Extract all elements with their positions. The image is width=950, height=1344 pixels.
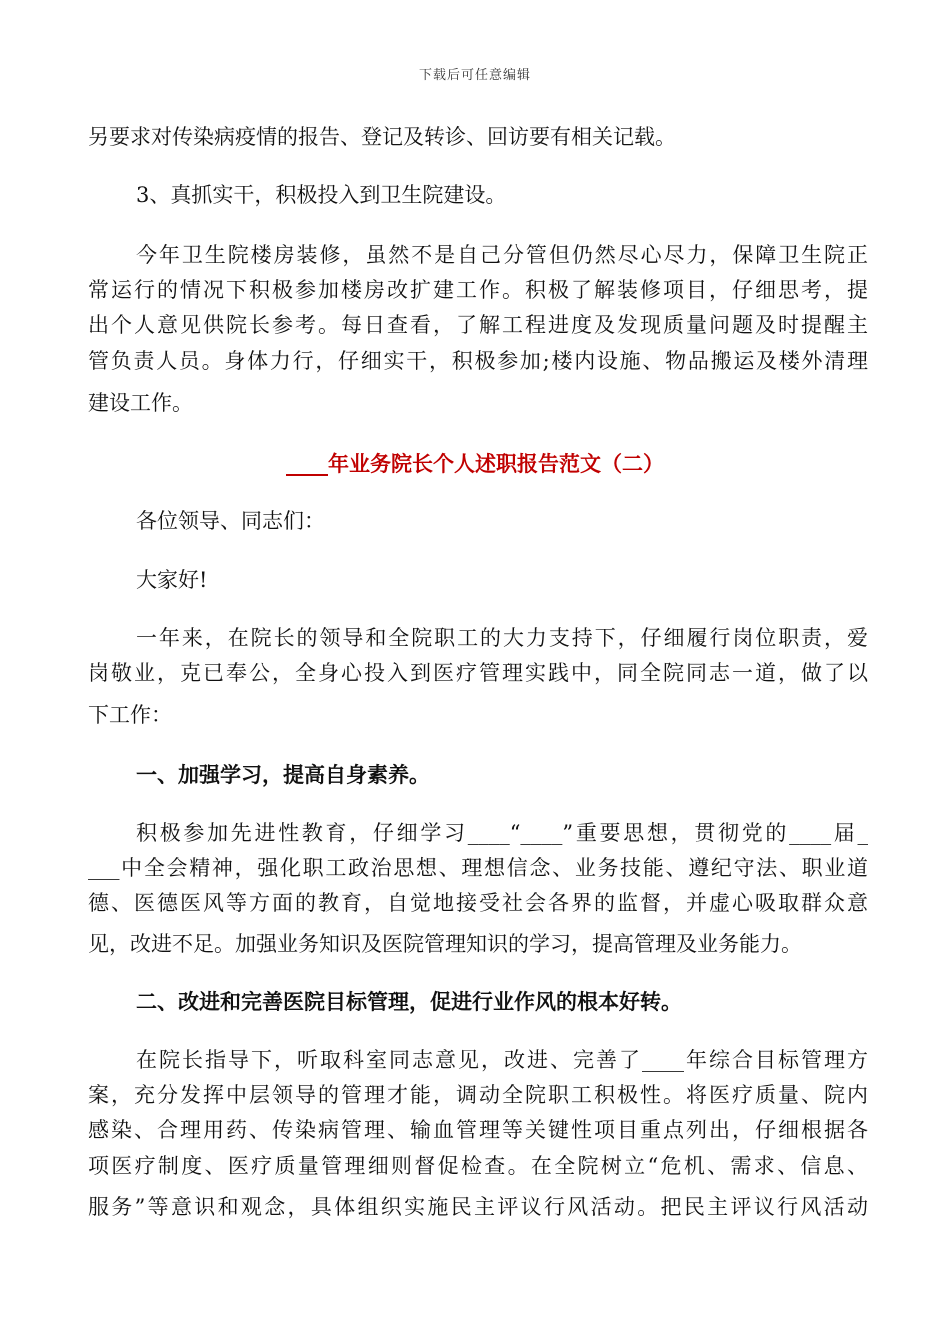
paragraph-line: 管负责人员。身体力行，仔细实干，积极参加;楼内设施、物品搬运及楼外清理 xyxy=(88,349,868,373)
paragraph-line: 见，改进不足。加强业务知识及医院管理知识的学习，提高管理及业务能力。 xyxy=(88,932,802,956)
paragraph-line: 案，充分发挥中层领导的管理才能，调动全院职工积极性。将医疗质量、院内 xyxy=(88,1083,868,1107)
paragraph-line: 建设工作。 xyxy=(88,391,193,415)
greeting-line: 大家好! xyxy=(136,568,208,592)
greeting-line: 各位领导、同志们： xyxy=(136,509,325,533)
paragraph-line: 另要求对传染病疫情的报告、登记及转诊、回访要有相关记载。 xyxy=(88,125,676,149)
paragraph-line: 项医疗制度、医疗质量管理细则督促检查。在全院树立“危机、需求、信息、 xyxy=(88,1154,868,1178)
subheading: 二、改进和完善医院目标管理，促进行业作风的根本好转。 xyxy=(136,989,682,1014)
subheading: 一、加强学习，提高自身素养。 xyxy=(136,762,430,787)
paragraph-line: 今年卫生院楼房装修，虽然不是自己分管但仍然尽心尽力，保障卫生院正 xyxy=(136,243,868,267)
paragraph-line: 3、真抓实干，积极投入到卫生院建设。 xyxy=(136,183,507,207)
paragraph-line: 下工作： xyxy=(88,703,172,727)
paragraph-line: 一年来，在院长的领导和全院职工的大力支持下，仔细履行岗位职责，爱 xyxy=(136,626,868,650)
section-title: ____年业务院长个人述职报告范文（二） xyxy=(286,451,664,476)
page-header-note: 下载后可任意编辑 xyxy=(418,68,531,83)
paragraph-line: 积极参加先进性教育，仔细学习____“____”重要思想，贯彻党的____届_ xyxy=(136,821,868,845)
paragraph-line: 出个人意见供院长参考。每日查看，了解工程进度及发现质量问题及时提醒主 xyxy=(88,313,868,337)
paragraph-line: 感染、合理用药、传染病管理、输血管理等关键性项目重点列出，仔细根据各 xyxy=(88,1118,868,1142)
paragraph-line: 岗敬业，克已奉公，全身心投入到医疗管理实践中，同全院同志一道，做了以 xyxy=(88,661,868,685)
paragraph-line: 常运行的情况下积极参加楼房改扩建工作。积极了解装修项目，仔细思考，提 xyxy=(88,278,868,302)
paragraph-line: ___中全会精神，强化职工政治思想、理想信念、业务技能、遵纪守法、职业道 xyxy=(88,856,868,880)
paragraph-line: 在院长指导下，听取科室同志意见，改进、完善了____年综合目标管理方 xyxy=(136,1048,868,1072)
paragraph-line: 德、医德医风等方面的教育，自觉地接受社会各界的监督，并虚心吸取群众意 xyxy=(88,891,868,915)
paragraph-line: 服务”等意识和观念，具体组织实施民主评议行风活动。把民主评议行风活动 xyxy=(88,1195,868,1219)
